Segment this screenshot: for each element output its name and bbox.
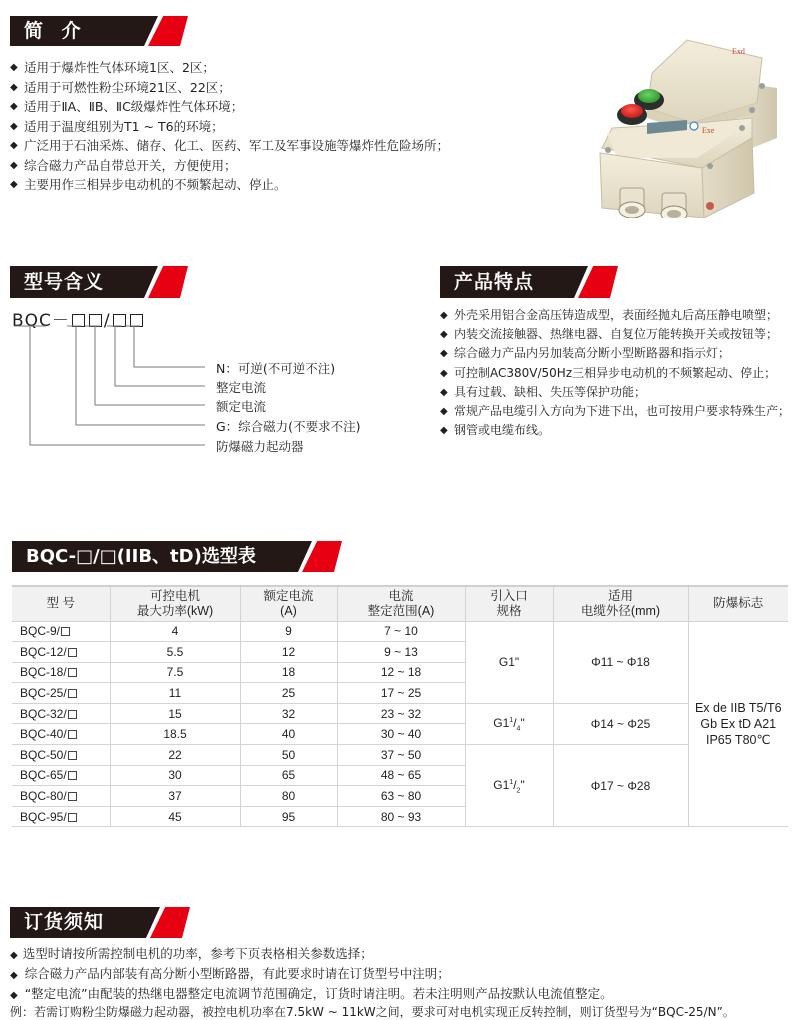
section-header-model-meaning <box>10 266 182 298</box>
cell-setting-range: 37 ~ 50 <box>337 745 465 766</box>
cell-setting-range: 12 ~ 18 <box>337 662 465 683</box>
list-item <box>440 364 790 383</box>
list-item <box>10 136 449 156</box>
placeholder-box-icon <box>68 730 77 739</box>
cell-power: 15 <box>110 703 240 724</box>
diamond-bullet-icon: ◆ <box>10 990 18 1001</box>
column-header-cable-diameter: 适用 电缆外径(mm) <box>553 586 688 621</box>
list-item <box>440 306 790 325</box>
cell-power: 37 <box>110 786 240 807</box>
cell-setting-range: 17 ~ 25 <box>337 683 465 704</box>
cell-model: BQC-9/ <box>12 621 110 642</box>
list-item-text: 适用于爆炸性气体环境1区、2区； <box>24 60 215 75</box>
cell-rated-current: 12 <box>240 642 337 663</box>
placeholder-box-icon <box>61 627 70 636</box>
cell-rated-current: 40 <box>240 724 337 745</box>
column-header-entry-thread: 引入口 规格 <box>465 586 553 621</box>
cell-setting-range: 63 ~ 80 <box>337 786 465 807</box>
cell-model: BQC-12/ <box>12 642 110 663</box>
list-item <box>440 421 790 440</box>
section-header-features <box>440 266 612 298</box>
list-item-text: 内装交流接触器、热继电器、自复位万能转换开关或按钮等； <box>454 327 779 342</box>
legend-reversible: N：可逆(不可逆不注) <box>216 361 336 376</box>
section-header-intro <box>10 16 182 46</box>
ordering-note <box>10 964 450 982</box>
cell-entry-thread: G1" <box>465 621 553 703</box>
diamond-bullet-icon: ◆ <box>440 386 448 398</box>
diamond-bullet-icon: ◆ <box>10 159 18 171</box>
cell-power: 4 <box>110 621 240 642</box>
table-row <box>12 703 788 724</box>
cell-entry-thread: $G1^1/_2$" <box>465 745 553 827</box>
ordering-note-text: 选型时请按所需控制电机的功率，参考下页表格相关参数选择； <box>22 946 373 961</box>
diamond-bullet-icon: ◆ <box>10 970 18 981</box>
features-list <box>440 306 790 440</box>
cell-cable-diameter: Φ11 ~ Φ18 <box>553 621 688 703</box>
diamond-bullet-icon: ◆ <box>10 179 18 190</box>
placeholder-box-icon <box>68 792 77 801</box>
section-header-ordering <box>10 907 186 938</box>
cell-rated-current: 9 <box>240 621 337 642</box>
cell-cable-diameter: Φ17 ~ Φ28 <box>553 745 688 827</box>
cell-model: BQC-40/ <box>12 724 110 745</box>
cell-model: BQC-80/ <box>12 786 110 807</box>
list-item-text: 广泛用于石油采炼、储存、化工、医药、军工及军事设施等爆炸性危险场所； <box>24 138 450 153</box>
cell-rated-current: 25 <box>240 683 337 704</box>
cell-setting-range: 48 ~ 65 <box>337 765 465 786</box>
list-item <box>10 58 449 78</box>
section-title: BQC-□/□(IIB、tD)选型表 <box>26 546 256 567</box>
cell-setting-range: 7 ~ 10 <box>337 621 465 642</box>
cell-setting-range: 30 ~ 40 <box>337 724 465 745</box>
cell-model: BQC-32/ <box>12 703 110 724</box>
diamond-bullet-icon: ◆ <box>10 81 18 93</box>
model-prefix: BQC－ <box>12 311 70 331</box>
cell-entry-thread: $G1^1/_4$" <box>465 703 553 744</box>
diamond-bullet-icon: ◆ <box>440 406 448 418</box>
legend-setting-current: 整定电流 <box>216 380 267 395</box>
list-item <box>440 325 790 344</box>
svg-text:Exe: Exe <box>702 126 715 135</box>
cell-model: BQC-50/ <box>12 745 110 766</box>
list-item <box>10 156 449 176</box>
diamond-bullet-icon: ◆ <box>440 329 448 341</box>
placeholder-box-icon <box>68 689 77 698</box>
list-item-text: 适用于ⅡA、ⅡB、ⅡC级爆炸性气体环境； <box>24 99 244 114</box>
cell-ex-marking: Ex de IIB T5/T6 Gb Ex tD A21 IP65 T80℃ <box>688 621 788 827</box>
cell-rated-current: 18 <box>240 662 337 683</box>
list-item-text: 适用于可燃性粉尘环境21区、22区； <box>24 79 231 95</box>
cell-power: 22 <box>110 745 240 766</box>
section-header-selection-table <box>12 541 337 572</box>
explosion-proof-starter-illustration <box>592 28 797 218</box>
table-row <box>12 621 788 642</box>
list-item-text: 综合磁力产品自带总开关，方便使用； <box>24 157 237 173</box>
list-item <box>10 78 449 98</box>
list-item-text: 具有过载、缺相、失压等保护功能； <box>454 384 647 399</box>
svg-text:Exd: Exd <box>732 47 745 56</box>
diamond-bullet-icon: ◆ <box>440 367 448 379</box>
cell-setting-range: 80 ~ 93 <box>337 806 465 827</box>
selection-table <box>12 585 788 827</box>
cell-power: 11 <box>110 683 240 704</box>
column-header-ex-marking: 防爆标志 <box>688 586 788 621</box>
column-header-power: 可控电机 最大功率(kW) <box>110 586 240 621</box>
column-header-rated-current: 额定电流 (A) <box>240 586 337 621</box>
cell-setting-range: 23 ~ 32 <box>337 703 465 724</box>
cell-rated-current: 32 <box>240 703 337 724</box>
list-item-text: 常规产品电缆引入方向为下进下出，也可按用户要求特殊生产； <box>454 404 791 419</box>
list-item-text: 综合磁力产品内另加装高分断小型断路器和指示灯； <box>454 346 731 361</box>
placeholder-box-icon <box>68 648 77 657</box>
placeholder-box-icon <box>68 710 77 719</box>
model-meaning-diagram-lines <box>0 300 400 470</box>
cell-model: BQC-25/ <box>12 683 110 704</box>
diamond-bullet-icon: ◆ <box>10 950 18 961</box>
ordering-example: 例：若需订购粉尘防爆磁力起动器，被控电机功率在7.5kW ~ 11kW之间，要求可对电机实现正反转控制，则订货型号为“BQC-25/N”。 <box>10 1005 735 1019</box>
ordering-note-text: 综合磁力产品内部装有高分断小型断路器，有此要求时请在订货型号中注明； <box>24 966 450 981</box>
list-item-text: 钢管或电缆布线。 <box>454 423 551 438</box>
product-image <box>592 28 797 218</box>
legend-combined: G：综合磁力(不要求不注) <box>216 419 361 434</box>
list-item <box>10 117 449 137</box>
diamond-bullet-icon: ◆ <box>440 310 448 321</box>
list-item <box>440 344 790 363</box>
placeholder-box-icon <box>68 813 77 822</box>
ordering-note <box>10 984 613 1002</box>
section-title: 产品特点 <box>454 271 535 293</box>
list-item <box>440 383 790 402</box>
list-item-text: 适用于温度组别为T1 ~ T6的环境； <box>24 118 224 134</box>
cell-power: 7.5 <box>110 662 240 683</box>
cell-model: BQC-95/ <box>12 806 110 827</box>
cell-rated-current: 50 <box>240 745 337 766</box>
cell-power: 45 <box>110 806 240 827</box>
table-row <box>12 745 788 766</box>
cell-cable-diameter: Φ14 ~ Φ25 <box>553 703 688 744</box>
section-title: 简 介 <box>24 20 87 42</box>
intro-list <box>10 58 449 195</box>
diamond-bullet-icon: ◆ <box>440 348 448 360</box>
section-title: 订货须知 <box>24 911 105 933</box>
legend-rated-current: 额定电流 <box>216 399 267 414</box>
legend-product-name: 防爆磁力起动器 <box>216 439 304 454</box>
list-item <box>440 402 790 421</box>
cell-rated-current: 65 <box>240 765 337 786</box>
section-title: 型号含义 <box>24 271 105 293</box>
ordering-note <box>10 944 373 962</box>
placeholder-box-icon <box>68 751 77 760</box>
column-header-model: 型 号 <box>12 586 110 621</box>
placeholder-box-icon <box>68 668 77 677</box>
model-separator: / <box>103 311 111 331</box>
list-item-text: 可控制AC380V/50Hz三相异步电动机的不频繁起动、停止； <box>454 365 777 380</box>
diamond-bullet-icon: ◆ <box>10 120 18 132</box>
ordering-note-text: “整定电流”由配装的热继电器整定电流调节范围确定，订货时请注明。若未注明则产品按默认电流值整定。 <box>24 986 613 1001</box>
cell-model: BQC-65/ <box>12 765 110 786</box>
table-header-row <box>12 586 788 621</box>
diamond-bullet-icon: ◆ <box>440 425 448 437</box>
placeholder-box-icon <box>68 771 77 780</box>
cell-rated-current: 95 <box>240 806 337 827</box>
cell-model: BQC-18/ <box>12 662 110 683</box>
cell-power: 18.5 <box>110 724 240 745</box>
diamond-bullet-icon: ◆ <box>10 140 18 151</box>
list-item-text: 主要用作三相异步电动机的不频繁起动、停止。 <box>24 177 287 192</box>
list-item-text: 外壳采用铝合金高压铸造成型，表面经抛丸后高压静电喷塑； <box>454 308 779 322</box>
cell-power: 5.5 <box>110 642 240 663</box>
cell-power: 30 <box>110 765 240 786</box>
list-item <box>10 97 449 117</box>
diamond-bullet-icon: ◆ <box>10 101 18 112</box>
diamond-bullet-icon: ◆ <box>10 62 18 73</box>
column-header-setting-range: 电流 整定范围(A) <box>337 586 465 621</box>
cell-setting-range: 9 ~ 13 <box>337 642 465 663</box>
cell-rated-current: 80 <box>240 786 337 807</box>
list-item <box>10 175 449 195</box>
